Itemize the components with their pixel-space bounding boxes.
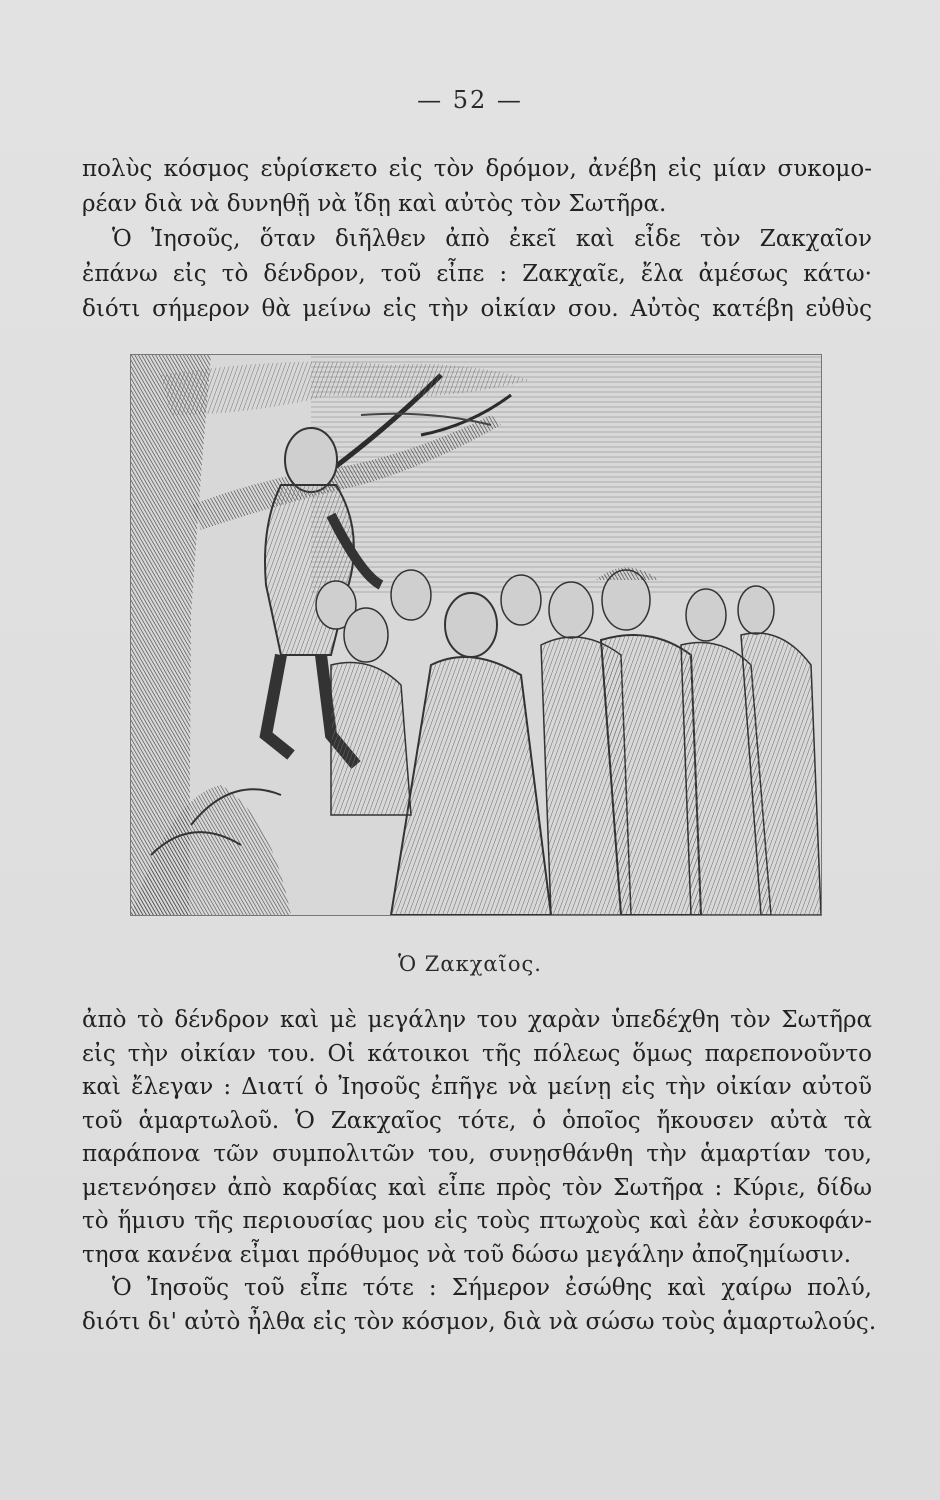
figure-caption: Ὁ Ζακχαῖος. xyxy=(398,952,542,976)
text-line: τοῦ ἁμαρτωλοῦ. Ὁ Ζακχαῖος τότε, ὁ ὁποῖος ἤκουσεν αὐτὰ τὰ xyxy=(82,1107,872,1134)
text-line: καὶ ἔλεγαν : Διατί ὁ Ἰησοῦς ἐπῆγε νὰ μείνῃ εἰς τὴν οἰκίαν αὐτοῦ xyxy=(82,1074,872,1100)
page-number: — 52 — xyxy=(417,86,523,114)
text-line: ρέαν διὰ νὰ δυνηθῇ νὰ ἴδῃ καὶ αὐτὸς τὸν Σωτῆρα. xyxy=(82,191,667,217)
text-line: τησα κανένα εἶμαι πρόθυμος νὰ τοῦ δώσω μεγάλην ἀποζημίωσιν. xyxy=(82,1241,852,1268)
text-line: ἐπάνω εἰς τὸ δένδρον, τοῦ εἶπε : Ζακχαῖε, ἔλα ἀμέσως κάτω· xyxy=(82,261,872,287)
paragraph-top xyxy=(82,152,872,327)
text-line: πολὺς κόσμος εὑρίσκετο εἰς τὸν δρόμον, ἀνέβη εἰς μίαν συκομο- xyxy=(82,156,872,182)
text-line: Ὁ Ἰησοῦς τοῦ εἶπε τότε : Σήμερον ἐσώθης καὶ χαίρω πολύ, xyxy=(112,1275,872,1301)
text-line: ἀπὸ τὸ δένδρον καὶ μὲ μεγάλην του χαρὰν ὑπεδέχθη τὸν Σωτῆρα xyxy=(82,1007,872,1033)
text-line: διότι σήμερον θὰ μείνω εἰς τὴν οἰκίαν σου. Αὐτὸς κατέβη εὐθὺς xyxy=(82,296,872,322)
text-line: παράπονα τῶν συμπολιτῶν του, συνῃσθάνθη τὴν ἁμαρτίαν του, xyxy=(82,1141,872,1167)
text-line: μετενόησεν ἀπὸ καρδίας καὶ εἶπε πρὸς τὸν Σωτῆρα : Κύριε, δίδω xyxy=(82,1174,872,1201)
zacchaeus-engraving xyxy=(130,354,822,916)
paragraph-bottom xyxy=(82,1004,877,1339)
text-line: διότι δι' αὐτὸ ἦλθα εἰς τὸν κόσμον, διὰ νὰ σώσω τοὺς ἁμαρτωλούς. xyxy=(82,1308,877,1335)
text-line: εἰς τὴν οἰκίαν του. Οἱ κάτοικοι τῆς πόλεως ὅμως παρεπονοῦντο xyxy=(82,1040,872,1067)
text-line: τὸ ἥμισυ τῆς περιουσίας μου εἰς τοὺς πτωχοὺς καὶ ἐὰν ἐσυκοφάν- xyxy=(82,1208,872,1234)
engraving-illustration xyxy=(131,355,821,915)
text-line: Ὁ Ἰησοῦς, ὅταν διῆλθεν ἀπὸ ἐκεῖ καὶ εἶδε τὸν Ζακχαῖον xyxy=(112,226,872,252)
